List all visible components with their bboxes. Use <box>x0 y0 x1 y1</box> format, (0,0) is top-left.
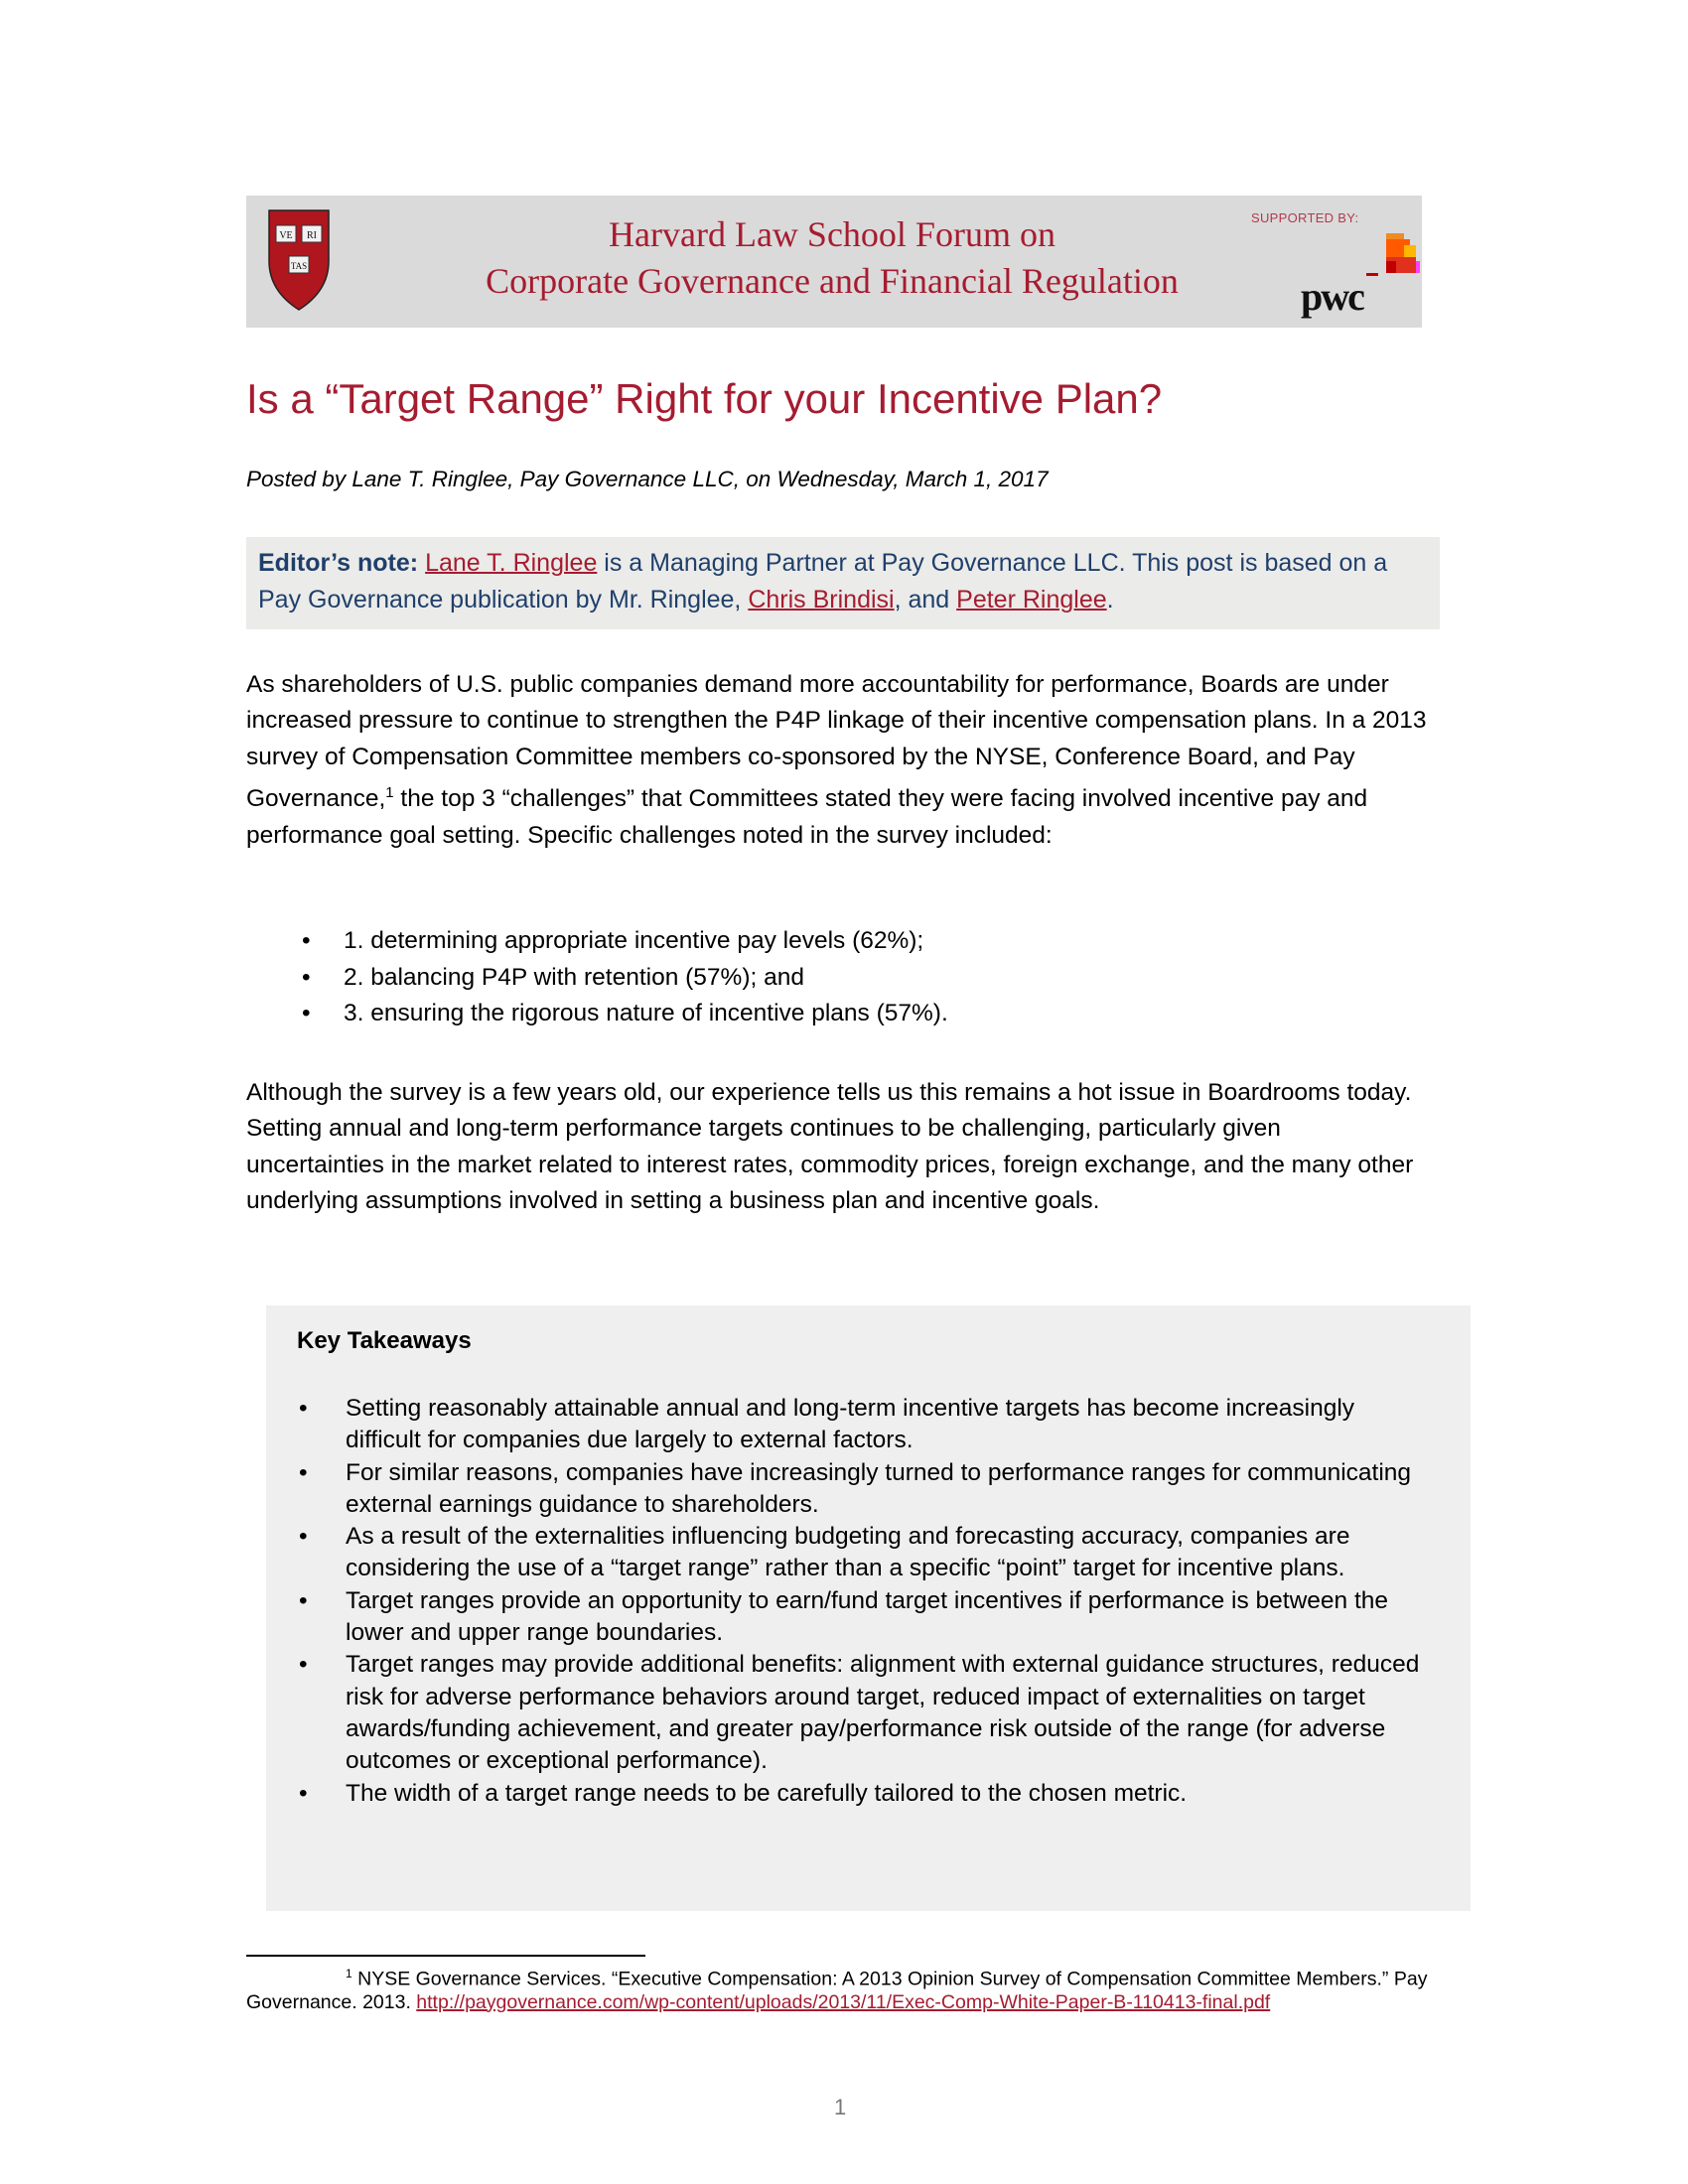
bullet-icon: • <box>299 1458 308 1486</box>
list-item-text: As a result of the externalities influencing budgeting and forecasting accuracy, companies are considering the use of a “target range” rather than a specific “point” target for incentive plans. <box>346 1523 1350 1582</box>
bullet-icon: • <box>302 963 311 991</box>
footnote-number: 1 <box>346 1967 352 1980</box>
list-item-text: For similar reasons, companies have increasingly turned to performance ranges for communicating external earnings guidance to shareholders. <box>346 1458 1412 1518</box>
harvard-shield-icon <box>268 209 330 311</box>
editors-note-text-2: , and <box>894 586 957 614</box>
editors-note-box <box>246 537 1440 629</box>
list-item <box>266 1585 1428 1650</box>
bullet-icon: • <box>302 1000 311 1026</box>
list-item-text: 2. balancing P4P with retention (57%); and <box>344 963 804 991</box>
forum-title-line1: Harvard Law School Forum on <box>609 214 1055 254</box>
key-takeaways-list <box>266 1393 1428 1810</box>
author-link-lane-ringlee[interactable]: Lane T. Ringlee <box>425 549 598 577</box>
footnote-ref-1[interactable]: 1 <box>385 784 394 802</box>
forum-title <box>425 211 1239 305</box>
body-paragraph-1 <box>246 667 1438 854</box>
article-title: Is a “Target Range” Right for your Incentive Plan? <box>246 375 1163 422</box>
page-number: 1 <box>834 2095 847 2119</box>
pwc-logo-icon <box>1366 233 1424 281</box>
list-item <box>246 923 1338 960</box>
bullet-icon: • <box>299 1586 308 1614</box>
list-item-text: The width of a target range needs to be carefully tailored to the chosen metric. <box>346 1779 1188 1807</box>
pwc-wordmark: pwc <box>1301 274 1363 319</box>
footnote-text: NYSE Governance Services. “Executive Compensation: A 2013 Opinion Survey of Compensation Committee Members.” Pay Governance. 2013. <box>246 1968 1428 2013</box>
editors-note-text <box>258 545 1430 618</box>
paragraph-1-part-b: the top 3 “challenges” that Committees stated they were facing involved incentive pay and performance goal setting. Specific challenges noted in the survey included: <box>246 785 1368 849</box>
bullet-icon: • <box>299 1395 308 1422</box>
footnote-link[interactable]: http://paygovernance.com/wp-content/uploads/2013/11/Exec-Comp-White-Paper-B-110413-final.pdf <box>416 1990 1271 2013</box>
bullet-icon: • <box>299 1523 308 1551</box>
footnote <box>246 1963 1438 2014</box>
bullet-icon: • <box>302 927 311 954</box>
footnote-separator <box>246 1955 645 1957</box>
author-link-chris-brindisi[interactable]: Chris Brindisi <box>748 586 895 614</box>
supported-by-label: SUPPORTED BY: <box>1251 210 1359 225</box>
list-item <box>246 996 1338 1032</box>
article-byline: Posted by Lane T. Ringlee, Pay Governance LLC, on Wednesday, March 1, 2017 <box>246 467 1049 491</box>
key-takeaways-box <box>266 1305 1471 1911</box>
bullet-icon: • <box>299 1779 308 1807</box>
shield-text-ri: RI <box>307 230 317 241</box>
body-paragraph-2: Although the survey is a few years old, our experience tells us this remains a hot issue in Boardrooms today. Setting annual and long-term performance targets continues to be challenging, particularly given uncertainties in the market related to interest rates, commodity prices, foreign exchange, and the many other underlying assumptions involved in setting a business plan and incentive goals. <box>246 1079 1414 1215</box>
bullet-icon: • <box>299 1651 308 1679</box>
forum-title-line2: Corporate Governance and Financial Regulation <box>486 261 1179 301</box>
editors-note-text-1: is a Managing Partner at Pay Governance LLC. This post is based on a Pay Governance publication by Mr. Ringlee, <box>258 549 1388 614</box>
editors-note-label: Editor’s note: <box>258 549 419 577</box>
author-link-peter-ringlee[interactable]: Peter Ringlee <box>956 586 1107 614</box>
list-item <box>266 1778 1428 1810</box>
editors-note-text-3: . <box>1106 586 1114 614</box>
forum-banner <box>246 196 1422 328</box>
list-item-text: Setting reasonably attainable annual and long-term incentive targets has become increasingly difficult for companies due largely to external factors. <box>346 1395 1355 1454</box>
challenges-list <box>246 923 1338 1032</box>
key-takeaways-heading: Key Takeaways <box>297 1327 472 1354</box>
list-item <box>266 1393 1428 1457</box>
list-item-text: 1. determining appropriate incentive pay levels (62%); <box>344 927 924 954</box>
list-item <box>246 960 1338 997</box>
shield-text-tas: TAS <box>290 261 308 271</box>
list-item-text: 3. ensuring the rigorous nature of incentive plans (57%). <box>344 1000 948 1026</box>
list-item <box>266 1521 1428 1585</box>
list-item-text: Target ranges provide an opportunity to earn/fund target incentives if performance is between the lower and upper range boundaries. <box>346 1586 1389 1647</box>
list-item-text: Target ranges may provide additional benefits: alignment with external guidance structures, reduced risk for adverse performance behaviors around target, reduced impact of externalities on target awards/funding achievement, and greater pay/performance risk outside of the range (for adverse outcomes or exceptional performance). <box>346 1651 1420 1775</box>
paragraph-1-part-a: As shareholders of U.S. public companies demand more accountability for performance, Boards are under increased pressure to continue to strengthen the P4P linkage of their incentive compensation plans. In a 2013 survey of Compensation Committee members co-sponsored by the NYSE, Conference Board, and Pay Governance, <box>246 671 1427 813</box>
list-item <box>266 1649 1428 1777</box>
shield-text-ve: VE <box>279 230 293 241</box>
list-item <box>266 1457 1428 1522</box>
